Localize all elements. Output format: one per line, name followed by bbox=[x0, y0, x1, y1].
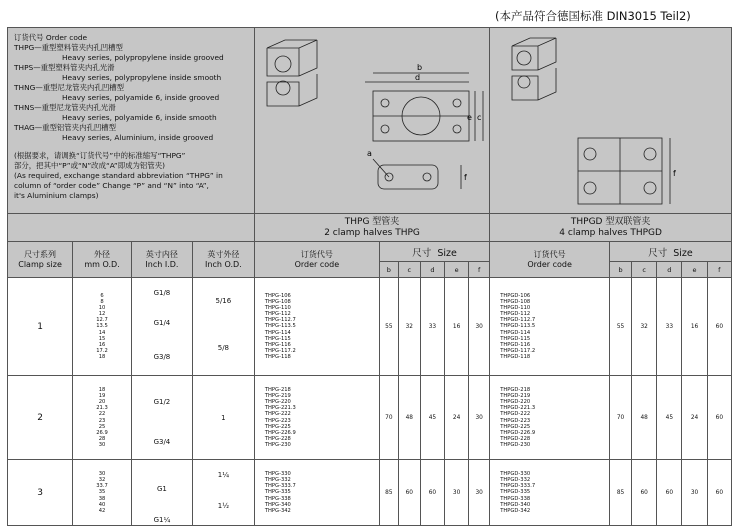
order-code-line: Heavy series, polyamide 6, inside smooth bbox=[62, 113, 217, 122]
thpg-dim-d: 60 bbox=[420, 460, 444, 526]
order-code-line: Heavy series, polyamide 6, inside grooved bbox=[62, 93, 220, 102]
clamp-size-value: 3 bbox=[8, 460, 73, 526]
order-code-line: THAG—重型铝管夹内孔凹槽型 bbox=[14, 123, 117, 132]
size-row bbox=[8, 278, 732, 376]
svg-text:f: f bbox=[463, 173, 467, 182]
thpgd-dim-d: 60 bbox=[657, 460, 682, 526]
svg-text:f: f bbox=[673, 169, 677, 178]
inch-od-list: 1¼ 1½ bbox=[192, 460, 254, 526]
thpgd-order-codes: THPGD-330 THPGD-332 THPGD-333.7 THPGD-335 THPGD-338 THPGD-340 THPGD-342 bbox=[490, 460, 610, 526]
thpgd-dim-b: 85 bbox=[609, 460, 631, 526]
thpgd-figure-cell bbox=[490, 28, 732, 214]
thpg-figure-cell bbox=[254, 28, 489, 214]
thpg-dim-d: 45 bbox=[420, 376, 444, 460]
inch-id-list: G1 G1¼ bbox=[131, 460, 192, 526]
thpgd-drawing bbox=[490, 28, 730, 213]
thpgd-dim-b: 70 bbox=[609, 376, 631, 460]
thpg-dim-f: 30 bbox=[469, 376, 490, 460]
col-thpgd-order-code: 订货代号 Order code bbox=[490, 242, 610, 278]
dim-header-f: f bbox=[707, 262, 731, 278]
thpg-order-codes: THPG-106 THPG-108 THPG-110 THPG-112 THPG-112.7 THPG-113.5 THPG-114 THPG-115 THPG-116 THPG-117.2 THPG-118 bbox=[254, 278, 379, 376]
inch-od-list: 1 bbox=[192, 376, 254, 460]
od-list: 6 8 10 12 12.7 13.5 14 15 16 17.2 18 bbox=[73, 278, 132, 376]
thpgd-dim-d: 45 bbox=[657, 376, 682, 460]
thpgd-dim-c: 48 bbox=[632, 376, 657, 460]
thpgd-dim-b: 55 bbox=[609, 278, 631, 376]
thpgd-dim-c: 60 bbox=[632, 460, 657, 526]
col-inch-id: 英寸内径 Inch I.D. bbox=[131, 242, 192, 278]
thpg-drawing bbox=[255, 28, 495, 213]
thpgd-order-codes: THPGD-218 THPGD-219 THPGD-220 THPGD-221.3 THPGD-222 THPGD-223 THPGD-225 THPGD-226.9 THPGD-228 THPGD-230 bbox=[490, 376, 610, 460]
thpgd-dim-e: 30 bbox=[682, 460, 707, 526]
thpg-dim-c: 32 bbox=[398, 278, 420, 376]
svg-text:c: c bbox=[476, 113, 482, 122]
order-code-title: 订货代号 Order code bbox=[14, 33, 88, 42]
thpg-dim-e: 30 bbox=[445, 460, 469, 526]
thpgd-dim-f: 60 bbox=[707, 460, 731, 526]
thpgd-dim-e: 16 bbox=[682, 278, 707, 376]
thpgd-caption: THPGD 型双联管夹 4 clamp halves THPGD bbox=[490, 214, 732, 242]
clamp-size-value: 2 bbox=[8, 376, 73, 460]
dim-header-c: c bbox=[632, 262, 657, 278]
thpg-dim-f: 30 bbox=[469, 278, 490, 376]
col-thpg-size: 尺寸 Size bbox=[379, 242, 489, 262]
thpg-dim-c: 48 bbox=[398, 376, 420, 460]
dim-header-b: b bbox=[379, 262, 398, 278]
dim-header-d: d bbox=[657, 262, 682, 278]
thpgd-dim-f: 60 bbox=[707, 376, 731, 460]
order-code-note: 部分，把其中“P”或“N”改成“A”即成为铝管夹) bbox=[14, 161, 165, 170]
thpg-caption: THPG 型管夹 2 clamp halves THPG bbox=[254, 214, 489, 242]
svg-text:e: e bbox=[466, 113, 472, 122]
order-code-note: column of “order code” Change “P” and “N” into “A”, bbox=[14, 181, 209, 190]
dim-header-c: c bbox=[398, 262, 420, 278]
order-code-note: (根据要求，请调换“订货代号”中的标准缩写“THPG” bbox=[14, 151, 186, 160]
col-thpgd-size: 尺寸 Size bbox=[609, 242, 731, 262]
svg-text:a: a bbox=[366, 149, 372, 158]
thpg-order-codes: THPG-218 THPG-219 THPG-220 THPG-221.3 THPG-222 THPG-223 THPG-225 THPG-226.9 THPG-228 THPG-230 bbox=[254, 376, 379, 460]
clamp-size-value: 1 bbox=[8, 278, 73, 376]
thpg-order-codes: THPG-330 THPG-332 THPG-333.7 THPG-335 THPG-338 THPG-340 THPG-342 bbox=[254, 460, 379, 526]
col-thpg-order-code: 订货代号 Order code bbox=[254, 242, 379, 278]
order-code-line: THPS—重型塑料管夹内孔光滑 bbox=[14, 63, 115, 72]
thpgd-dim-e: 24 bbox=[682, 376, 707, 460]
dim-header-e: e bbox=[682, 262, 707, 278]
col-clamp-size: 尺寸系列 Clamp size bbox=[8, 242, 73, 278]
thpg-dim-f: 30 bbox=[469, 460, 490, 526]
order-code-line: Heavy series, polypropylene inside grooved bbox=[62, 53, 224, 62]
thpg-dim-b: 70 bbox=[379, 376, 398, 460]
thpg-dim-e: 24 bbox=[445, 376, 469, 460]
thpg-dim-e: 16 bbox=[445, 278, 469, 376]
col-od: 外径 mm O.D. bbox=[73, 242, 132, 278]
order-code-description bbox=[8, 28, 255, 214]
inch-id-list: G1/2 G3/4 bbox=[131, 376, 192, 460]
caption-blank bbox=[8, 214, 255, 242]
order-code-line: Heavy series, polypropylene inside smooth bbox=[62, 73, 222, 82]
size-row bbox=[8, 460, 732, 526]
order-code-note: it's Aluminium clamps) bbox=[14, 191, 99, 200]
size-row bbox=[8, 376, 732, 460]
col-inch-od: 英寸外径 Inch O.D. bbox=[192, 242, 254, 278]
thpgd-dim-f: 60 bbox=[707, 278, 731, 376]
thpgd-order-codes: THPGD-106 THPGD-108 THPGD-110 THPGD-112 THPGD-112.7 THPGD-113.5 THPGD-114 THPGD-115 THPGD-116 THPGD-117.2 THPGD-118 bbox=[490, 278, 610, 376]
spec-table bbox=[7, 27, 732, 526]
thpg-dim-b: 55 bbox=[379, 278, 398, 376]
inch-id-list: G1/8 G1/4 G3/8 bbox=[131, 278, 192, 376]
dim-header-e: e bbox=[445, 262, 469, 278]
thpg-dim-d: 33 bbox=[420, 278, 444, 376]
order-code-line: THNG—重型尼龙管夹内孔凹槽型 bbox=[14, 83, 125, 92]
order-code-note: (As required, exchange standard abbreviation “THPG” in bbox=[14, 171, 223, 180]
svg-text:b: b bbox=[416, 63, 422, 72]
dim-header-b: b bbox=[609, 262, 631, 278]
thpg-dim-c: 60 bbox=[398, 460, 420, 526]
inch-od-list: 5/16 5/8 bbox=[192, 278, 254, 376]
thpgd-dim-c: 32 bbox=[632, 278, 657, 376]
order-code-line: THPG—重型塑料管夹内孔凹槽型 bbox=[14, 43, 123, 52]
thpgd-dim-d: 33 bbox=[657, 278, 682, 376]
od-list: 30 32 33.7 35 38 40 42 bbox=[73, 460, 132, 526]
od-list: 18 19 20 21.3 22 23 25 26.9 28 30 bbox=[73, 376, 132, 460]
dim-header-f: f bbox=[469, 262, 490, 278]
dim-header-d: d bbox=[420, 262, 444, 278]
svg-text:d: d bbox=[414, 73, 420, 82]
thpg-dim-b: 85 bbox=[379, 460, 398, 526]
standard-note: (本产品符合德国标准 DIN3015 Teil2) bbox=[495, 9, 691, 23]
order-code-line: THNS—重型尼龙管夹内孔光滑 bbox=[14, 103, 116, 112]
order-code-line: Heavy series, Aluminium, inside grooved bbox=[62, 133, 214, 142]
